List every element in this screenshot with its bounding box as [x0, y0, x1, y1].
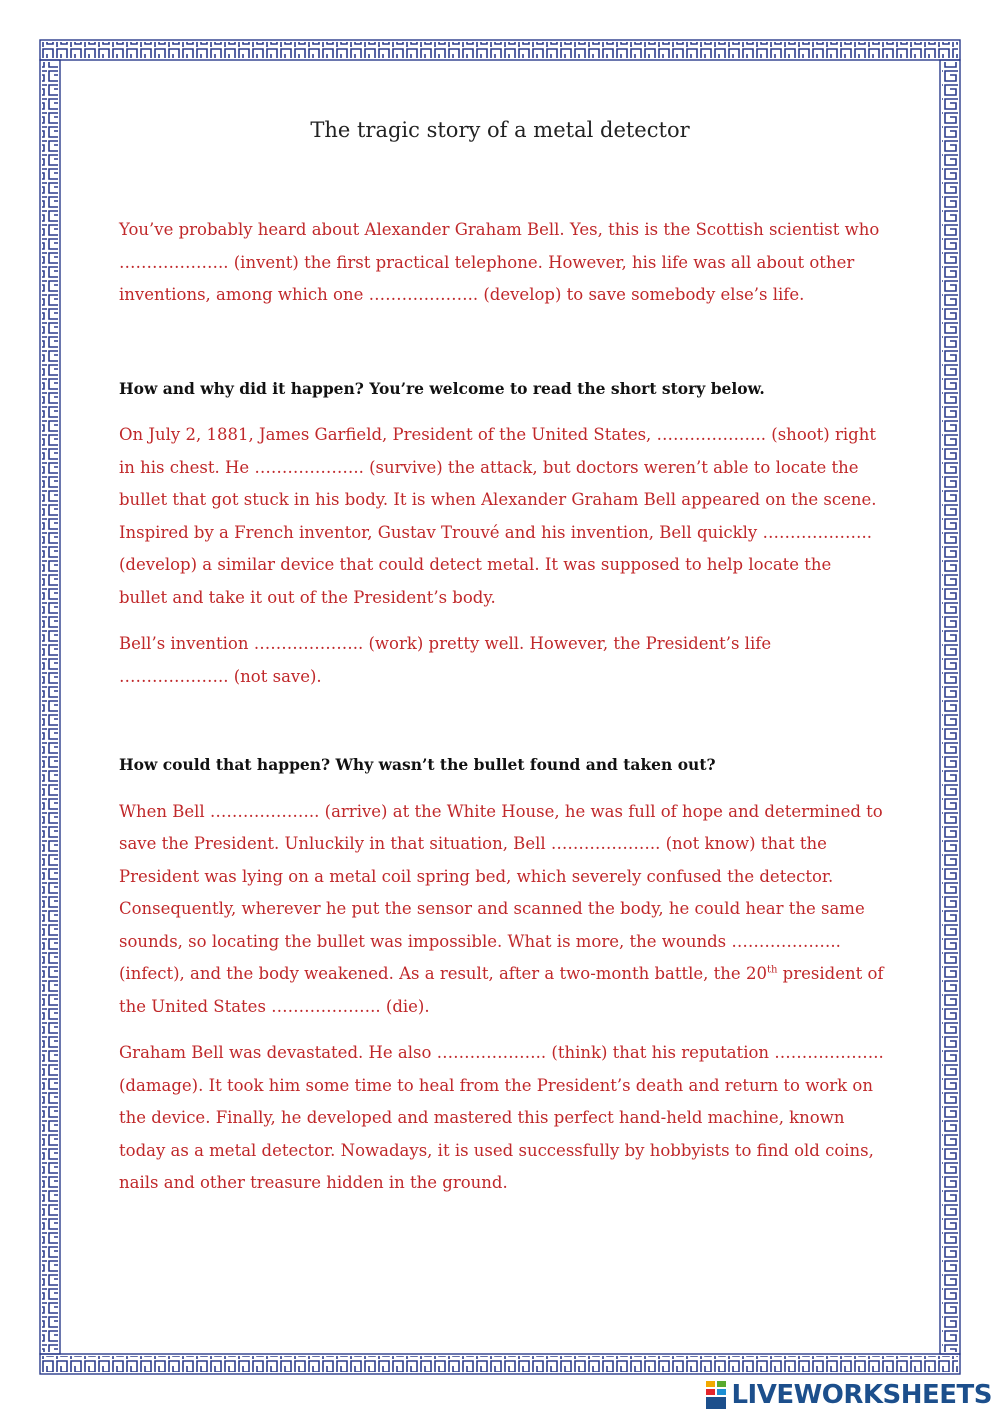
paragraph-garfield: On July 2, 1881, James Garfield, President of the United States, ……………….. (shoot) right in his chest. He ……………….. (survive) the attack, but doctors weren’t able to locate the bullet that got stuck in his body. It is when Alexander Graham Bell appeared on the scene. Inspired by a French inventor, Gustav Trouvé and his invention, Bell quickly ……………….. (develop) a similar device that could detect metal. It was supposed to help locate the bullet and take it out of the President’s body. — [119, 425, 877, 607]
paragraph-intro: You’ve probably heard about Alexander Graham Bell. Yes, this is the Scottish scientist who ……………….. (invent) the first practical telephone. However, his life was all about other inventions, among which one ……………….. (develop) to save somebody else’s life. — [119, 220, 880, 304]
text-before-sup: When Bell ……………….. (arrive) at the White House, he was full of hope and determined to save the President. Unluckily in that situation, Bell ……………….. (not know) that the President was lying on a metal coil spring bed, which severely confused the detector. Consequently, wherever he put the sensor and scanned the body, he could hear the same sounds, so locating the bullet was impossible. What is more, the wounds ……………….. (infect), and the body weakened. As a result, after a two-month battle, the 20 — [119, 801, 883, 983]
ordinal-suffix: th — [766, 964, 778, 976]
logo-wordmark: LIVEWORKSHEETS — [731, 1380, 992, 1410]
paragraph-invention-result: Bell’s invention ……………….. (work) pretty well. However, the President’s life ……………….. (not save). — [119, 634, 772, 686]
heading-how-why: How and why did it happen? You’re welcome to read the short story below. — [119, 378, 765, 398]
page-title: The tragic story of a metal detector — [310, 118, 690, 142]
text-after-sup: president of the United States ……………….. (die). — [119, 964, 884, 1016]
paragraph-devastated: Graham Bell was devastated. He also ……………….. (think) that his reputation ……………….. (damage). It took him some time to heal from the President’s death and return to work on the device. Finally, he developed and mastered this perfect hand-held machine, known today as a metal detector. Nowadays, it is used successfully by hobbyists to find old coins, nails and other treasure hidden in the ground. — [119, 1043, 884, 1192]
live-badge-icon — [705, 1380, 727, 1410]
heading-how-could: How could that happen? Why wasn’t the bullet found and taken out? — [119, 755, 716, 774]
paragraph-white-house — [119, 796, 884, 1024]
liveworksheets-logo — [705, 1378, 992, 1412]
story-body — [119, 214, 884, 1200]
